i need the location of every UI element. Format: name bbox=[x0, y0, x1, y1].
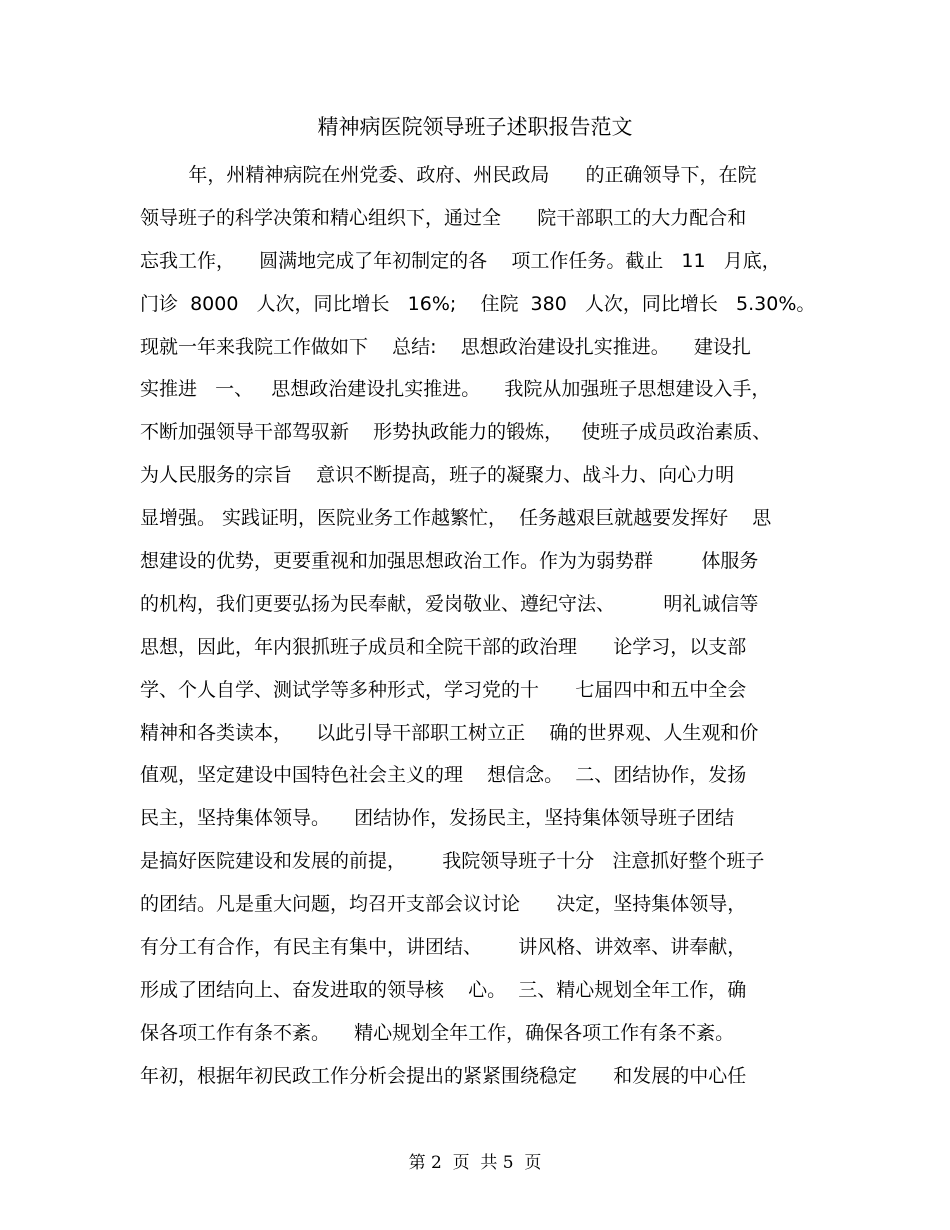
body-line: 精神和各类读本， 以此引导干部职工树立正 确的世界观、人生观和价 bbox=[140, 721, 759, 744]
body-line: 形成了团结向上、奋发进取的领导核 心。 三、精心规划全年工作，确 bbox=[140, 978, 747, 1001]
body-line: 保各项工作有条不紊。 精心规划全年工作，确保各项工作有条不紊。 bbox=[140, 1021, 735, 1044]
body-line: 为人民服务的宗旨 意识不断提高，班子的凝聚力、战斗力、向心力明 bbox=[140, 464, 735, 487]
body-line: 民主，坚持集体领导。 团结协作，发扬民主，坚持集体领导班子团结 bbox=[140, 807, 735, 830]
document-title: 精神病医院领导班子述职报告范文 bbox=[317, 115, 633, 139]
body-line: 实推进 一、 思想政治建设扎实推进。 我院从加强班子思想建设入手， bbox=[140, 378, 771, 401]
body-line: 现就一年来我院工作做如下 总结: 思想政治建设扎实推进。 建设扎 bbox=[140, 335, 751, 358]
page-number-footer: 第 2 页 共 5 页 bbox=[408, 1153, 542, 1173]
body-line: 思想，因此，年内狠抓班子成员和全院干部的政治理 论学习，以支部 bbox=[140, 635, 747, 658]
body-line: 显增强。 实践证明，医院业务工作越繁忙， 任务越艰巨就越要发挥好 思 bbox=[140, 507, 772, 530]
body-line: 门诊 8000 人次，同比增长 16%; 住院 380 人次，同比增长 5.30%。 bbox=[140, 292, 816, 315]
body-line: 领导班子的科学决策和精心组织下，通过全 院干部职工的大力配合和 bbox=[140, 206, 747, 229]
body-line: 有分工有合作，有民主有集中，讲团结、 讲风格、讲效率、讲奉献， bbox=[140, 936, 747, 959]
body-line: 值观，坚定建设中国特色社会主义的理 想信念。 二、团结协作，发扬 bbox=[140, 764, 747, 787]
body-line: 不断加强领导干部驾驭新 形势执政能力的锻炼， 使班子成员政治素质、 bbox=[140, 421, 772, 444]
body-line: 忘我工作， 圆满地完成了年初制定的各 项工作任务。截止 11 月底， bbox=[140, 249, 781, 272]
body-line: 年，州精神病院在州党委、政府、州民政局 的正确领导下，在院 bbox=[140, 164, 757, 186]
body-line: 的机构，我们更要弘扬为民奉献，爱岗敬业、遵纪守法、 明礼诚信等 bbox=[140, 592, 759, 615]
body-line: 是搞好医院建设和发展的前提， 我院领导班子十分 注意抓好整个班子 bbox=[140, 850, 765, 873]
body-line: 学、个人自学、测试学等多种形式，学习党的十 七届四中和五中全会 bbox=[140, 678, 747, 701]
body-line: 的团结。凡是重大问题，均召开支部会议讨论 决定，坚持集体领导， bbox=[140, 893, 747, 916]
body-line: 年初，根据年初民政工作分析会提出的紧紧围绕稳定 和发展的中心任 bbox=[140, 1064, 747, 1087]
document-body bbox=[140, 154, 840, 1098]
body-line: 想建设的优势，更要重视和加强思想政治工作。作为为弱势群 体服务 bbox=[140, 550, 759, 573]
